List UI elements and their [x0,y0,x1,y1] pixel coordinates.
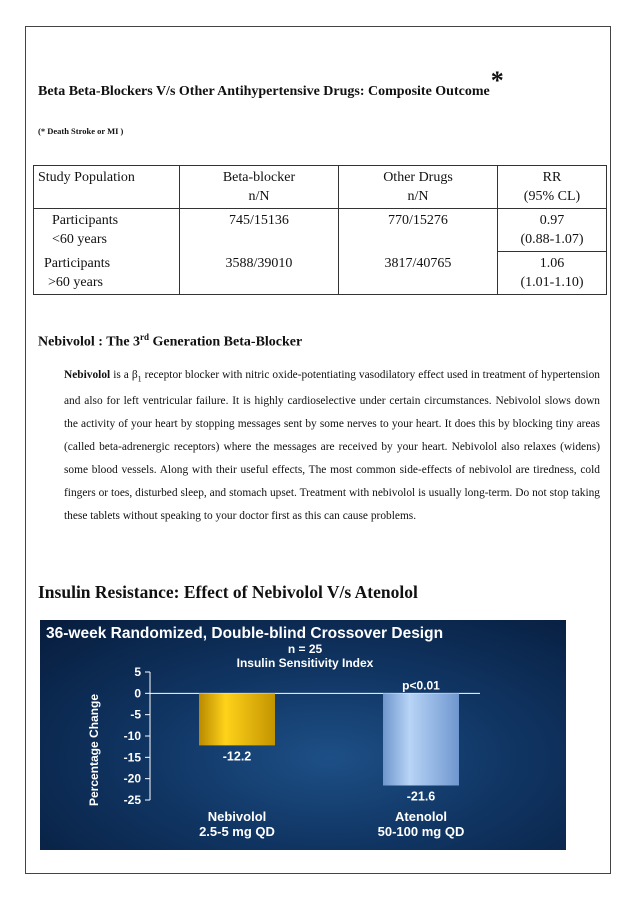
cell-beta-blocker: 745/15136 [180,209,339,252]
insulin-sensitivity-chart [40,620,566,850]
cell-population: Participants >60 years [34,252,180,295]
bar-value-label: -12.2 [222,749,252,764]
asterisk-marker: * [490,66,504,95]
header-study-population: Study Population [34,166,180,209]
category-dose-label: 50-100 mg QD [377,824,465,839]
cell-rr: 1.06 (1.01-1.10) [498,252,607,295]
header-rr: RR (95% CL) [498,166,607,209]
bars [199,693,464,839]
y-tick-label: -20 [123,771,141,786]
table-row [34,209,607,252]
cell-population: Participants <60 years [34,209,180,252]
chart-svg [40,620,566,850]
y-tick-label: 5 [134,665,141,679]
study-table [33,165,607,295]
table-header-row [34,166,607,209]
cell-rr: 0.97 (0.88-1.07) [498,209,607,252]
y-tick-label: -5 [130,707,141,722]
category-dose-label: 2.5-5 mg QD [199,824,275,839]
heading-insulin-resistance: Insulin Resistance: Effect of Nebivolol V/s Atenolol [38,582,418,602]
chart-subtitle-index: Insulin Sensitivity Index [236,656,374,670]
y-tick-label: -15 [123,750,141,765]
y-tick-label: -25 [123,793,141,807]
cell-other-drugs: 3817/40765 [339,252,498,295]
chart-title: 36-week Randomized, Double-blind Crossover Design [46,625,444,642]
y-tick-label: 0 [134,686,141,701]
table-row [34,252,607,295]
heading-nebivolol: Nebivolol : The 3rd Generation Beta-Blocker [38,332,303,350]
bar-value-label: -21.6 [406,789,436,804]
cell-beta-blocker: 3588/39010 [180,252,339,295]
chart-subtitle: n = 25 [287,642,323,656]
y-axis-label: Percentage Change [87,693,101,807]
header-beta-blocker: Beta-blocker n/N [180,166,339,209]
bar-atenolol [383,693,459,785]
bar-nebivolol [199,693,275,745]
header-other-drugs: Other Drugs n/N [339,166,498,209]
y-tick-label: -10 [123,729,141,743]
cell-other-drugs: 770/15276 [339,209,498,252]
footnote: (* Death Stroke or MI ) [38,126,124,136]
heading-composite-outcome: Beta Beta-Blockers V/s Other Antihypertensive Drugs: Composite Outcome* [38,66,504,99]
p-value-annotation: p<0.01 [402,678,440,693]
y-ticks [124,665,150,807]
nebivolol-paragraph: Nebivolol is a $\beta_1$ receptor blocker with nitric oxide-potentiating vasodilatory effect used in treatment of hypertension and also for left ventricular failure. It is highly cardioselective under certain circumstances. Nebivolol slows down the activity of your heart by stopping messages sent by some nerves to your heart. It does this by blocking tiny areas (called beta-adrenergic receptors) where the messages are received by your heart. Nebivolol also relaxes (widens) some blood vessels. Along with their useful effects, The most common side-effects of nebivolol are tiredness, cold fingers or toes, disturbed sleep, and stomach upset. Treatment with nebivolol is usually long-term. Do not stop taking these tablets without speaking to your doctor first as this can cause problems. [64,369,600,523]
category-label: Nebivolol [207,809,267,824]
category-label: Atenolol [395,809,447,824]
